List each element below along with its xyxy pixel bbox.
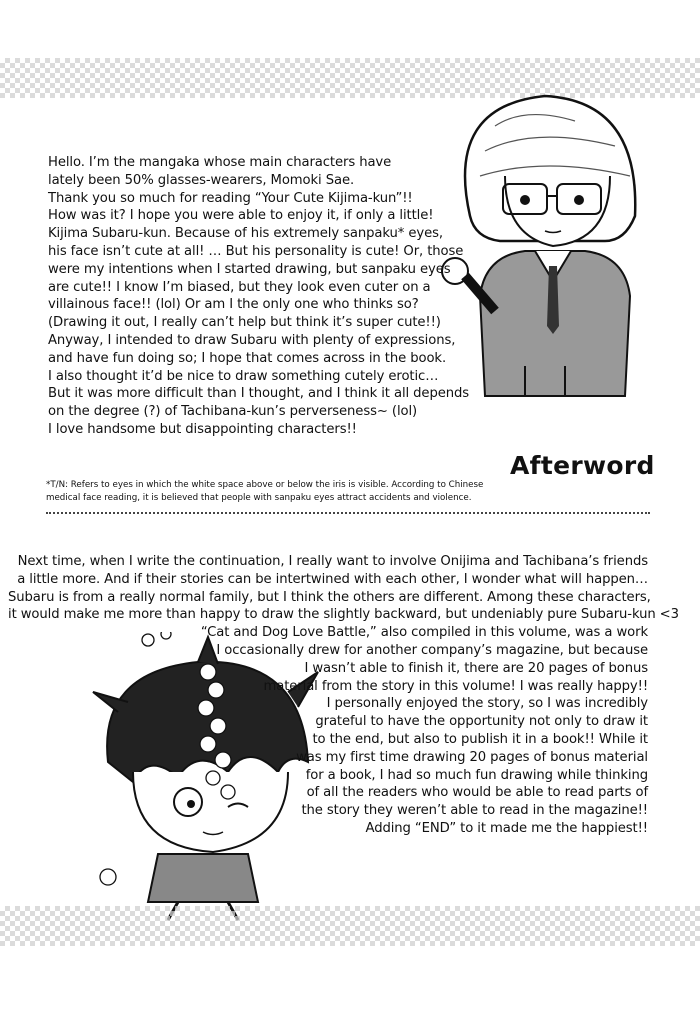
text-line: Subaru is from a really normal family, but I think the others are different. Among these characters, <box>8 589 651 605</box>
dotted-divider <box>46 512 650 514</box>
text-line: Thank you so much for reading “Your Cute Kijima-kun”!! <box>48 190 413 206</box>
text-line: his face isn’t cute at all! … But his personality is cute! Or, those <box>48 243 464 259</box>
text-line: are cute!! I know I’m biased, but they look even cuter on a <box>48 279 431 295</box>
text-line: Hello. I’m the mangaka whose main characters have <box>48 155 392 170</box>
text-line: of all the readers who would be able to read parts of <box>306 785 648 801</box>
text-line: (Drawing it out, I really can’t help but think it’s super cute!!) <box>48 315 441 331</box>
text-line: Anyway, I intended to draw Subaru with plenty of expressions, <box>48 332 456 348</box>
text-line: I love handsome but disappointing characters!! <box>48 421 357 437</box>
text-line: How was it? I hope you were able to enjoy it, if only a little! <box>48 208 434 224</box>
text-line: on the degree (?) of Tachibana-kun’s perverseness~ (lol) <box>48 404 418 420</box>
text-line: it would make me more than happy to draw the slightly backward, but undeniably pure Subaru-kun <3 <box>8 607 679 623</box>
text-line: villainous face!! (lol) Or am I the only one who thinks so? <box>48 297 419 313</box>
text-line: I occasionally drew for another company’s magazine, but because <box>216 642 648 658</box>
text-line: the story they weren’t able to read in the magazine!! <box>301 803 648 819</box>
translator-note <box>46 479 646 504</box>
text-line: But it was more difficult than I thought, and I think it all depends <box>48 386 470 402</box>
text-line: Adding “END” to it made me the happiest!! <box>365 820 648 836</box>
note-line: medical face reading, it is believed that people with sanpaku eyes attract accidents and violence. <box>46 492 472 503</box>
text-line: were my intentions when I started drawing, but sanpaku eyes <box>48 261 451 277</box>
note-line: *T/N: Refers to eyes in which the white space above or below the iris is visible. According to Chinese <box>46 480 484 490</box>
text-line: “Cat and Dog Love Battle,” also compiled in this volume, was a work <box>200 625 648 641</box>
text-line: I wasn’t able to finish it, there are 20 pages of bonus <box>304 660 648 676</box>
text-line: I personally enjoyed the story, so I was incredibly <box>326 696 648 712</box>
text-line: lately been 50% glasses-wearers, Momoki Sae. <box>48 172 355 188</box>
text-line: Kijima Subaru-kun. Because of his extremely sanpaku* eyes, <box>48 226 443 242</box>
text-line: for a book, I had so much fun drawing while thinking <box>305 767 648 783</box>
page-title: Afterword <box>510 451 655 480</box>
afterword-paragraph-1 <box>48 154 478 439</box>
afterword-paragraph-2 <box>8 553 679 838</box>
text-line: to the end, but also to publish it in a book!! While it <box>312 731 648 747</box>
text-line: was my first time drawing 20 pages of bonus material <box>296 749 648 765</box>
text-line: and have fun doing so; I hope that comes across in the book. <box>48 350 447 366</box>
text-line: grateful to have the opportunity not only to draw it <box>315 714 648 730</box>
text-line: Next time, when I write the continuation, I really want to involve Onijima and Tachibana’s friends <box>17 554 648 569</box>
screentone-band-bottom <box>0 906 700 946</box>
text-line: a little more. And if their stories can be intertwined with each other, I wonder what will happen… <box>17 571 648 587</box>
text-line: I also thought it’d be nice to draw something cutely erotic… <box>48 368 439 384</box>
text-line: material from the story in this volume! I was really happy!! <box>263 678 648 694</box>
